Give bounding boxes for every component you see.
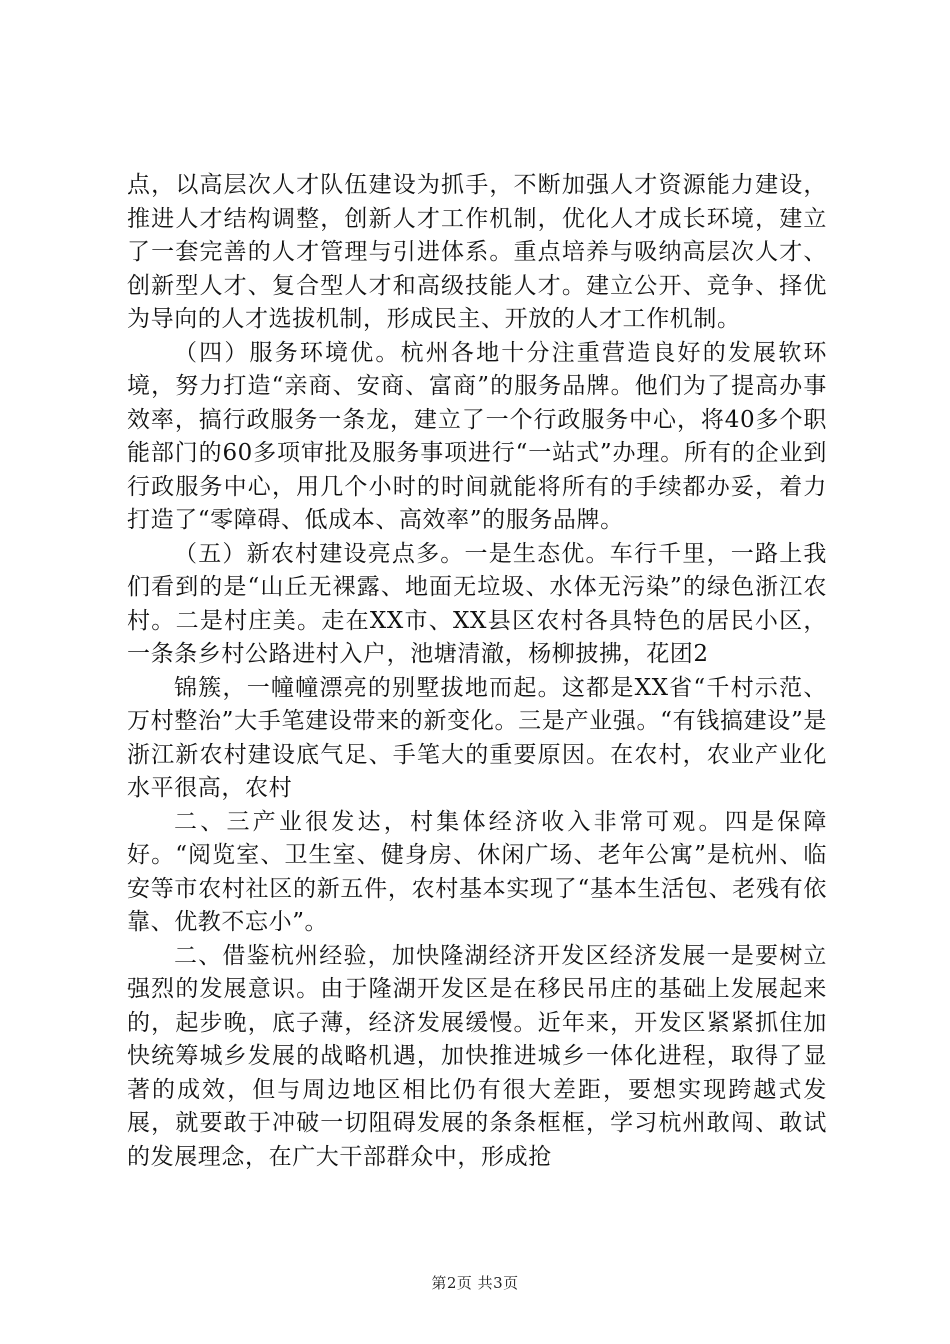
paragraph-new-countryside: （五）新农村建设亮点多。一是生态优。车行千里，一路上我们看到的是“山丘无裸露、地面无垃圾、水体无污染”的绿色浙江农村。二是村庄美。走在XX市、XX县区农村各具特色的居民小区，一条条乡村公路进村入户，池塘清澈，杨柳披拂，花团2 — [127, 540, 827, 667]
paragraph-talent-continuation: 点，以高层次人才队伍建设为抓手，不断加强人才资源能力建设，推进人才结构调整，创新人才工作机制，优化人才成长环境，建立了一套完善的人才管理与引进体系。重点培养与吸纳高层次人才、创新型人才、复合型人才和高级技能人才。建立公开、竞争、择优为导向的人才选拔机制，形成民主、开放的人才工作机制。 — [127, 172, 827, 332]
page-footer: 第2页 共3页 — [431, 1274, 519, 1292]
paragraph-zhejiang-renovation: 锦簇，一幢幢漂亮的别墅拔地而起。这都是XX省“千村示范、万村整治”大手笔建设带来的新变化。三是产业强。“有钱搞建设”是浙江新农村建设底气足、手笔大的重要原因。在农村，农业产业化水平很高，农村 — [127, 674, 827, 801]
paragraph-service-environment: （四）服务环境优。杭州各地十分注重营造良好的发展软环境，努力打造“亲商、安商、富商”的服务品牌。他们为了提高办事效率，搞行政服务一条龙，建立了一个行政服务中心，将40多个职能部门的60多项审批及服务事项进行“一站式”办理。所有的企业到行政服务中心，用几个小时的时间就能将所有的手续都办妥，着力打造了“零障碍、低成本、高效率”的服务品牌。 — [127, 339, 827, 533]
document-body — [127, 169, 827, 1174]
paragraph-rural-economy: 二、三产业很发达，村集体经济收入非常可观。四是保障好。“阅览室、卫生室、健身房、休闲广场、老年公寓”是杭州、临安等市农村社区的新五件，农村基本实现了“基本生活包、老残有依靠、优教不忘小”。 — [127, 808, 827, 935]
paragraph-learning-experience: 二、借鉴杭州经验，加快隆湖经济开发区经济发展一是要树立强烈的发展意识。由于隆湖开发区是在移民吊庄的基础上发展起来的，起步晚，底子薄，经济发展缓慢。近年来，开发区紧紧抓住加快统筹城乡发展的战略机遇，加快推进城乡一体化进程，取得了显著的成效，但与周边地区相比仍有很大差距，要想实现跨越式发展，就要敢于冲破一切阻碍发展的条条框框，学习杭州敢闯、敢试的发展理念，在广大干部群众中，形成抢 — [127, 942, 827, 1170]
